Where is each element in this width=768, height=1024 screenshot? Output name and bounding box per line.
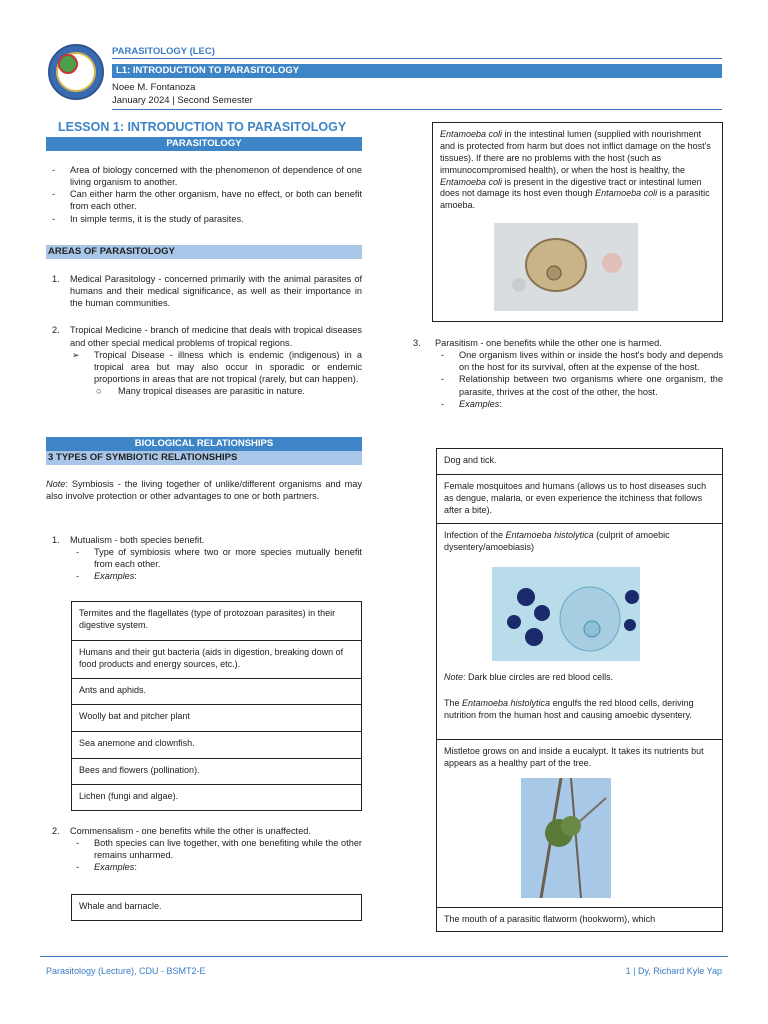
commensalism-example: Whale and barnacle. bbox=[71, 894, 362, 921]
table-row: Humans and their gut bacteria (aids in digestion, breaking down of food products and energy sources, etc.). bbox=[71, 641, 362, 679]
entamoeba-coli-text: Entamoeba coli in the intestinal lumen (supplied with nourishment and is protected from harm but does not inflict damage on the host's tissues). If there are no problems with the host (such as immunocompromised health), or when the host is healthy, the Entamoeba coli is present in the digestive tract or intestinal lumen does not damage its host even though Entamoeba coli is a parasitic amoeba. bbox=[440, 129, 711, 211]
table-row: Female mosquitoes and humans (allows us to host diseases such as dengue, malaria, or even experience the itchiness that follows after a bite). bbox=[436, 475, 723, 524]
entamoeba-histolytica-image bbox=[492, 567, 640, 661]
section-symbiotic-types: 3 TYPES OF SYMBIOTIC RELATIONSHIPS bbox=[46, 451, 362, 465]
list-item: - Examples: bbox=[441, 398, 502, 409]
list-item: - Both species can live together, with one benefiting while the other remains unharmed. bbox=[76, 838, 362, 861]
table-row: Termites and the flagellates (type of protozoan parasites) in their digestive system. bbox=[71, 601, 362, 641]
course-title: PARASITOLOGY (LEC) bbox=[112, 46, 215, 57]
lesson-banner: L1: INTRODUCTION TO PARASITOLOGY bbox=[112, 64, 722, 78]
list-item: 2. Commensalism - one benefits while the other is unaffected. bbox=[52, 826, 311, 836]
section-areas: AREAS OF PARASITOLOGY bbox=[46, 245, 362, 259]
list-item: - Area of biology concerned with the phenomenon of dependence of one living organism to another. bbox=[52, 165, 362, 188]
symbiosis-note: Note: Symbiosis - the living together of unlike/different organisms and may also involve protection or other advantages to one or both partners. bbox=[46, 479, 362, 502]
mistletoe-caption: Mistletoe grows on and inside a eucalypt. It takes its nutrients but appears as a healthy part of the tree. bbox=[444, 746, 704, 768]
table-row: Dog and tick. bbox=[436, 448, 723, 475]
header-divider-bottom bbox=[112, 109, 722, 110]
list-item: - Type of symbiosis where two or more species mutually benefit from each other. bbox=[76, 547, 362, 570]
histolytica-description: The Entamoeba histolytica engulfs the red blood cells, deriving nutrition from the human host and causing amoebic dysentery. bbox=[444, 698, 694, 720]
list-item: ➢ Tropical Disease - illness which is endemic (indigenous) in a tropical area but may also occur in sporadic or endemic proportions in areas that are not tropical (rarely, but can happen). bbox=[72, 349, 362, 384]
list-item: - Examples: bbox=[76, 571, 137, 582]
table-row: The mouth of a parasitic flatworm (hookworm), which bbox=[436, 908, 723, 932]
parasitology-list bbox=[46, 164, 362, 225]
lesson-title: LESSON 1: INTRODUCTION TO PARASITOLOGY bbox=[58, 120, 347, 134]
table-row: Woolly bat and pitcher plant bbox=[71, 705, 362, 732]
list-item: 3. Parasitism - one benefits while the other one is harmed. bbox=[413, 338, 662, 348]
list-item: - Examples: bbox=[76, 862, 137, 873]
table-row bbox=[436, 740, 723, 908]
mutualism-examples-table bbox=[71, 601, 362, 811]
table-row bbox=[436, 524, 723, 740]
section-biological-relationships: BIOLOGICAL RELATIONSHIPS bbox=[46, 437, 362, 451]
list-item: - In simple terms, it is the study of parasites. bbox=[52, 213, 244, 224]
table-row: Sea anemone and clownfish. bbox=[71, 732, 362, 759]
table-row: Lichen (fungi and algae). bbox=[71, 785, 362, 811]
parasitism-examples-table bbox=[436, 448, 723, 932]
parasitism-block bbox=[411, 337, 723, 410]
list-item: - One organism lives within or inside the host's body and depends on the host for its survival, often at the expense of the host. bbox=[441, 350, 723, 373]
footer-course: Parasitology (Lecture), CDU - BSMT2-E bbox=[46, 966, 206, 976]
table-row: Ants and aphids. bbox=[71, 679, 362, 705]
university-logo bbox=[48, 44, 104, 100]
entamoeba-coli-image bbox=[494, 223, 638, 311]
histolytica-note: Note: Dark blue circles are red blood cells. bbox=[444, 672, 614, 682]
author-name: Noee M. Fontanoza bbox=[112, 82, 196, 93]
entamoeba-coli-box bbox=[432, 122, 723, 322]
list-item: ○ Many tropical diseases are parasitic in nature. bbox=[96, 386, 305, 397]
mistletoe-image bbox=[521, 778, 611, 898]
list-item: 1. Mutualism - both species benefit. bbox=[52, 535, 205, 545]
list-item: - Relationship between two organisms where one organism, the parasite, thrives at the cost of the other, the host. bbox=[441, 374, 723, 397]
semester-date: January 2024 | Second Semester bbox=[112, 95, 253, 106]
commensalism-block bbox=[46, 825, 362, 874]
mutualism-block bbox=[46, 534, 362, 583]
header-divider bbox=[112, 58, 722, 59]
histolytica-caption: Infection of the Entamoeba histolytica (culprit of amoebic dysentery/amoebiasis) bbox=[444, 530, 670, 552]
section-parasitology: PARASITOLOGY bbox=[46, 137, 362, 151]
list-item: 2. Tropical Medicine - branch of medicine that deals with tropical diseases and other special medical problems of tropical regions. bbox=[52, 325, 362, 348]
list-item: 1. Medical Parasitology - concerned primarily with the animal parasites of humans and their medical significance, as well as their importance in the human communities. bbox=[52, 274, 362, 309]
footer-divider bbox=[40, 956, 728, 957]
list-item: - Can either harm the other organism, have no effect, or both can benefit from each other. bbox=[52, 189, 362, 212]
footer-page-author: 1 | Dy, Richard Kyle Yap bbox=[625, 966, 722, 976]
areas-list bbox=[46, 273, 362, 397]
table-row: Bees and flowers (pollination). bbox=[71, 759, 362, 785]
